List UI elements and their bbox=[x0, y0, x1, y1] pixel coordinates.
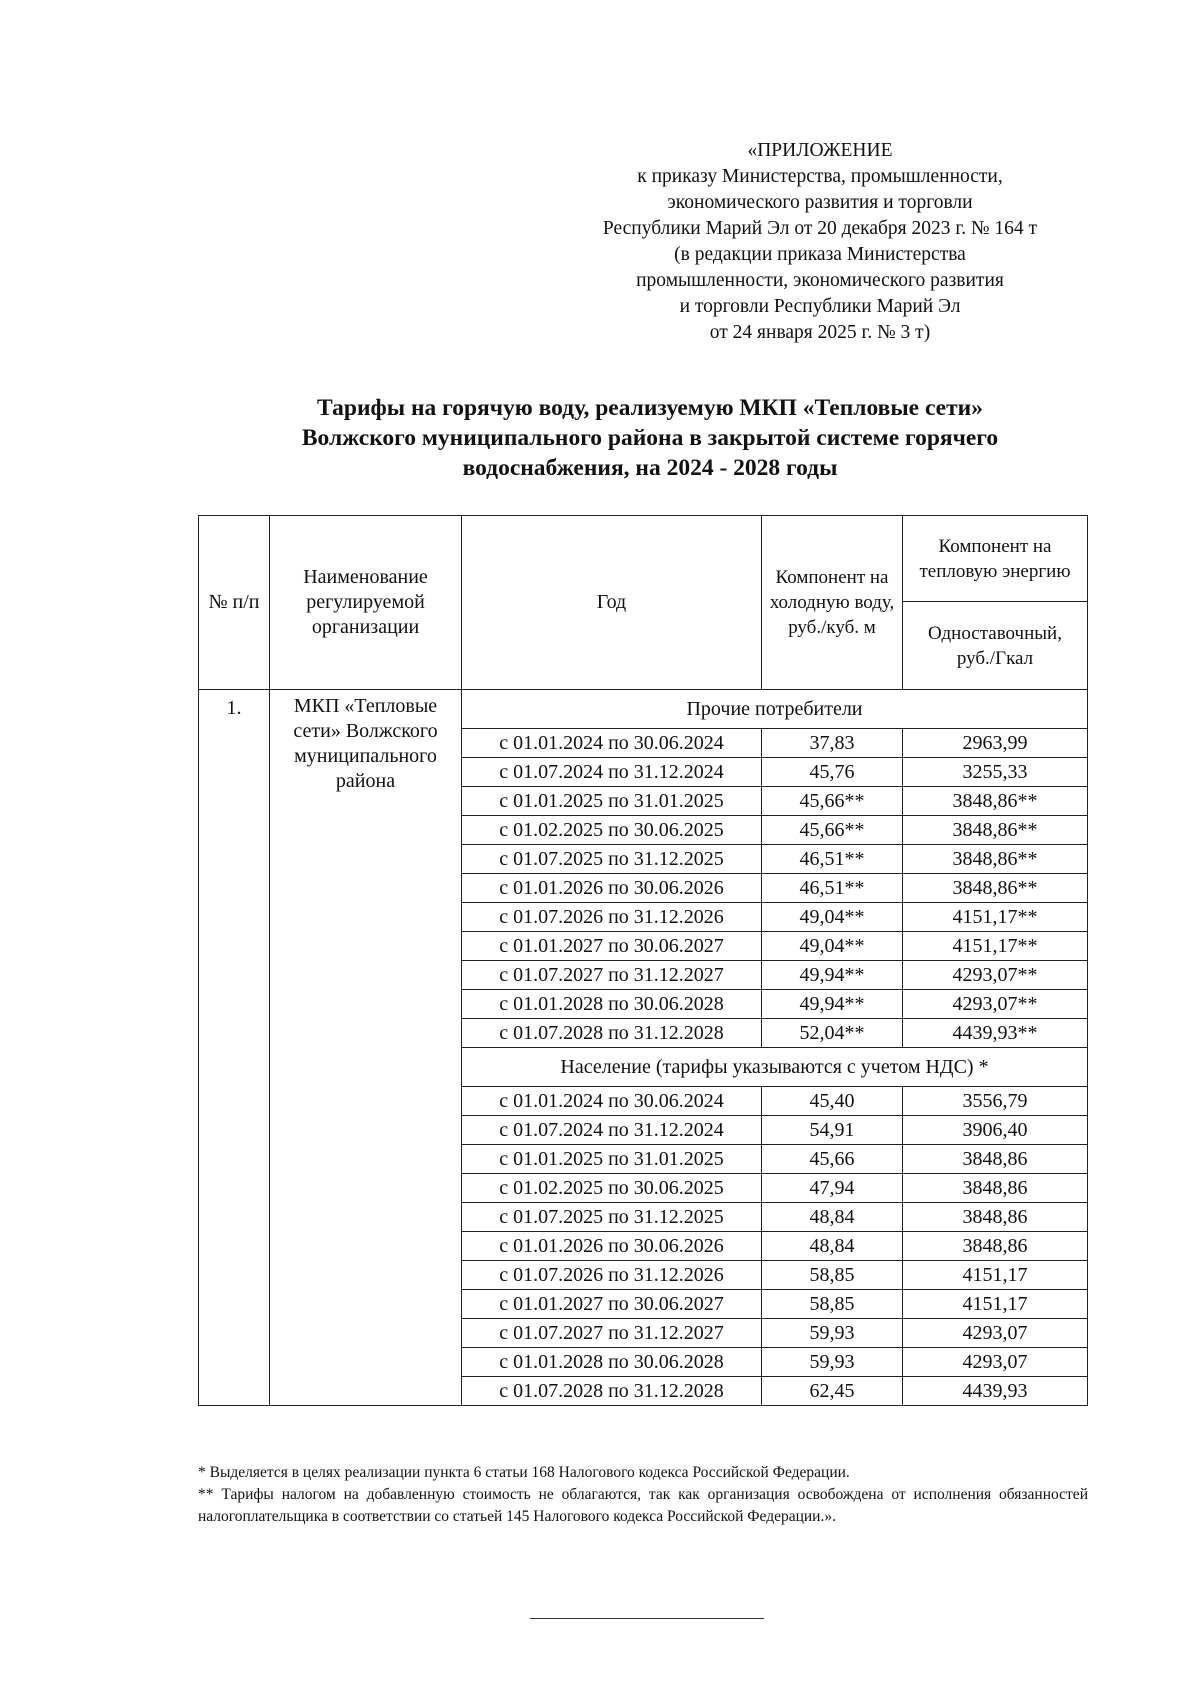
end-divider bbox=[530, 1618, 764, 1619]
cold-water-cell: 45,76 bbox=[762, 758, 903, 787]
period-cell: с 01.01.2025 по 31.01.2025 bbox=[462, 787, 762, 816]
period-cell: с 01.07.2024 по 31.12.2024 bbox=[462, 1116, 762, 1145]
header-cold-water: Компонент на холодную воду, руб./куб. м bbox=[762, 516, 903, 690]
row-number: 1. bbox=[199, 690, 270, 1406]
period-cell: с 01.01.2024 по 30.06.2024 bbox=[462, 729, 762, 758]
cold-water-cell: 45,40 bbox=[762, 1087, 903, 1116]
period-cell: с 01.07.2024 по 31.12.2024 bbox=[462, 758, 762, 787]
cold-water-cell: 37,83 bbox=[762, 729, 903, 758]
period-cell: с 01.01.2026 по 30.06.2026 bbox=[462, 874, 762, 903]
appendix-line: и торговли Республики Марий Эл bbox=[679, 296, 961, 317]
heat-energy-cell: 3848,86 bbox=[903, 1174, 1088, 1203]
heat-energy-cell: 4151,17** bbox=[903, 932, 1088, 961]
heat-energy-cell: 3848,86** bbox=[903, 874, 1088, 903]
cold-water-cell: 49,94** bbox=[762, 990, 903, 1019]
heat-energy-cell: 4293,07** bbox=[903, 990, 1088, 1019]
cold-water-cell: 46,51** bbox=[762, 845, 903, 874]
header-org: Наименование регулируемой организации bbox=[270, 516, 462, 690]
cold-water-cell: 48,84 bbox=[762, 1203, 903, 1232]
period-cell: с 01.01.2027 по 30.06.2027 bbox=[462, 1290, 762, 1319]
period-cell: с 01.01.2025 по 31.01.2025 bbox=[462, 1145, 762, 1174]
period-cell: с 01.07.2027 по 31.12.2027 bbox=[462, 1319, 762, 1348]
period-cell: с 01.02.2025 по 30.06.2025 bbox=[462, 1174, 762, 1203]
period-cell: с 01.02.2025 по 30.06.2025 bbox=[462, 816, 762, 845]
heat-energy-cell: 4439,93 bbox=[903, 1377, 1088, 1406]
appendix-line: «ПРИЛОЖЕНИЕ bbox=[747, 140, 893, 161]
cold-water-cell: 59,93 bbox=[762, 1348, 903, 1377]
heat-energy-cell: 3848,86 bbox=[903, 1203, 1088, 1232]
title-line: водоснабжения, на 2024 - 2028 годы bbox=[462, 455, 838, 481]
cold-water-cell: 58,85 bbox=[762, 1261, 903, 1290]
cold-water-cell: 49,04** bbox=[762, 932, 903, 961]
heat-energy-cell: 4151,17 bbox=[903, 1290, 1088, 1319]
appendix-line: от 24 января 2025 г. № 3 т) bbox=[709, 322, 931, 343]
period-cell: с 01.07.2026 по 31.12.2026 bbox=[462, 903, 762, 932]
cold-water-cell: 46,51** bbox=[762, 874, 903, 903]
heat-energy-cell: 4293,07** bbox=[903, 961, 1088, 990]
footnote-exempt: ** Тарифы налогом на добавленную стоимость не облагаются, так как организация освобождена от исполнения обязанностей налогоплательщика в соответствии со статьей 145 Налогового кодекса Российской Федерации.». bbox=[198, 1486, 1088, 1525]
footnotes bbox=[198, 1462, 1088, 1528]
heat-energy-cell: 4293,07 bbox=[903, 1348, 1088, 1377]
heat-energy-cell: 3848,86 bbox=[903, 1145, 1088, 1174]
cold-water-cell: 49,94** bbox=[762, 961, 903, 990]
group-row bbox=[199, 690, 1088, 729]
appendix-line: промышленности, экономического развития bbox=[636, 270, 1004, 291]
period-cell: с 01.07.2027 по 31.12.2027 bbox=[462, 961, 762, 990]
heat-energy-cell: 4293,07 bbox=[903, 1319, 1088, 1348]
title-line: Тарифы на горячую воду, реализуемую МКП «Тепловые сети» bbox=[317, 395, 983, 421]
heat-energy-cell: 4151,17** bbox=[903, 903, 1088, 932]
footnote-vat: * Выделяется в целях реализации пункта 6 статьи 168 Налогового кодекса Российской Федерации. bbox=[198, 1464, 850, 1481]
period-cell: с 01.01.2026 по 30.06.2026 bbox=[462, 1232, 762, 1261]
period-cell: с 01.01.2027 по 30.06.2027 bbox=[462, 932, 762, 961]
header-num: № п/п bbox=[199, 516, 270, 690]
period-cell: с 01.07.2025 по 31.12.2025 bbox=[462, 845, 762, 874]
cold-water-cell: 49,04** bbox=[762, 903, 903, 932]
period-cell: с 01.07.2025 по 31.12.2025 bbox=[462, 1203, 762, 1232]
heat-energy-cell: 3848,86** bbox=[903, 787, 1088, 816]
header-year: Год bbox=[462, 516, 762, 690]
cold-water-cell: 45,66 bbox=[762, 1145, 903, 1174]
heat-energy-cell: 3556,79 bbox=[903, 1087, 1088, 1116]
period-cell: с 01.01.2028 по 30.06.2028 bbox=[462, 1348, 762, 1377]
period-cell: с 01.07.2028 по 31.12.2028 bbox=[462, 1019, 762, 1048]
appendix-line: Республики Марий Эл от 20 декабря 2023 г. № 164 т bbox=[602, 218, 1038, 239]
heat-energy-cell: 3906,40 bbox=[903, 1116, 1088, 1145]
heat-energy-cell: 3255,33 bbox=[903, 758, 1088, 787]
period-cell: с 01.07.2028 по 31.12.2028 bbox=[462, 1377, 762, 1406]
document-title bbox=[200, 393, 1100, 483]
cold-water-cell: 62,45 bbox=[762, 1377, 903, 1406]
cold-water-cell: 59,93 bbox=[762, 1319, 903, 1348]
heat-energy-cell: 2963,99 bbox=[903, 729, 1088, 758]
appendix-block bbox=[540, 138, 1100, 346]
tariff-table bbox=[198, 515, 1088, 1406]
cold-water-cell: 45,66** bbox=[762, 816, 903, 845]
group-label: Население (тарифы указываются с учетом НДС) * bbox=[462, 1048, 1088, 1087]
period-cell: с 01.01.2024 по 30.06.2024 bbox=[462, 1087, 762, 1116]
heat-energy-cell: 3848,86** bbox=[903, 816, 1088, 845]
header-heat-single-rate: Одноставочный, руб./Гкал bbox=[903, 602, 1088, 690]
appendix-line: экономического развития и торговли bbox=[667, 192, 973, 213]
period-cell: с 01.07.2026 по 31.12.2026 bbox=[462, 1261, 762, 1290]
cold-water-cell: 47,94 bbox=[762, 1174, 903, 1203]
heat-energy-cell: 4439,93** bbox=[903, 1019, 1088, 1048]
cold-water-cell: 52,04** bbox=[762, 1019, 903, 1048]
heat-energy-cell: 3848,86 bbox=[903, 1232, 1088, 1261]
period-cell: с 01.01.2028 по 30.06.2028 bbox=[462, 990, 762, 1019]
header-heat-energy: Компонент на тепловую энергию bbox=[903, 516, 1088, 602]
cold-water-cell: 45,66** bbox=[762, 787, 903, 816]
appendix-line: (в редакции приказа Министерства bbox=[674, 244, 966, 265]
cold-water-cell: 58,85 bbox=[762, 1290, 903, 1319]
heat-energy-cell: 4151,17 bbox=[903, 1261, 1088, 1290]
organization-name: МКП «Тепловые сети» Волжского муниципального района bbox=[270, 690, 462, 1406]
heat-energy-cell: 3848,86** bbox=[903, 845, 1088, 874]
title-line: Волжского муниципального района в закрытой системе горячего bbox=[301, 425, 999, 451]
cold-water-cell: 54,91 bbox=[762, 1116, 903, 1145]
appendix-line: к приказу Министерства, промышленности, bbox=[637, 166, 1003, 187]
group-label: Прочие потребители bbox=[462, 690, 1088, 729]
cold-water-cell: 48,84 bbox=[762, 1232, 903, 1261]
